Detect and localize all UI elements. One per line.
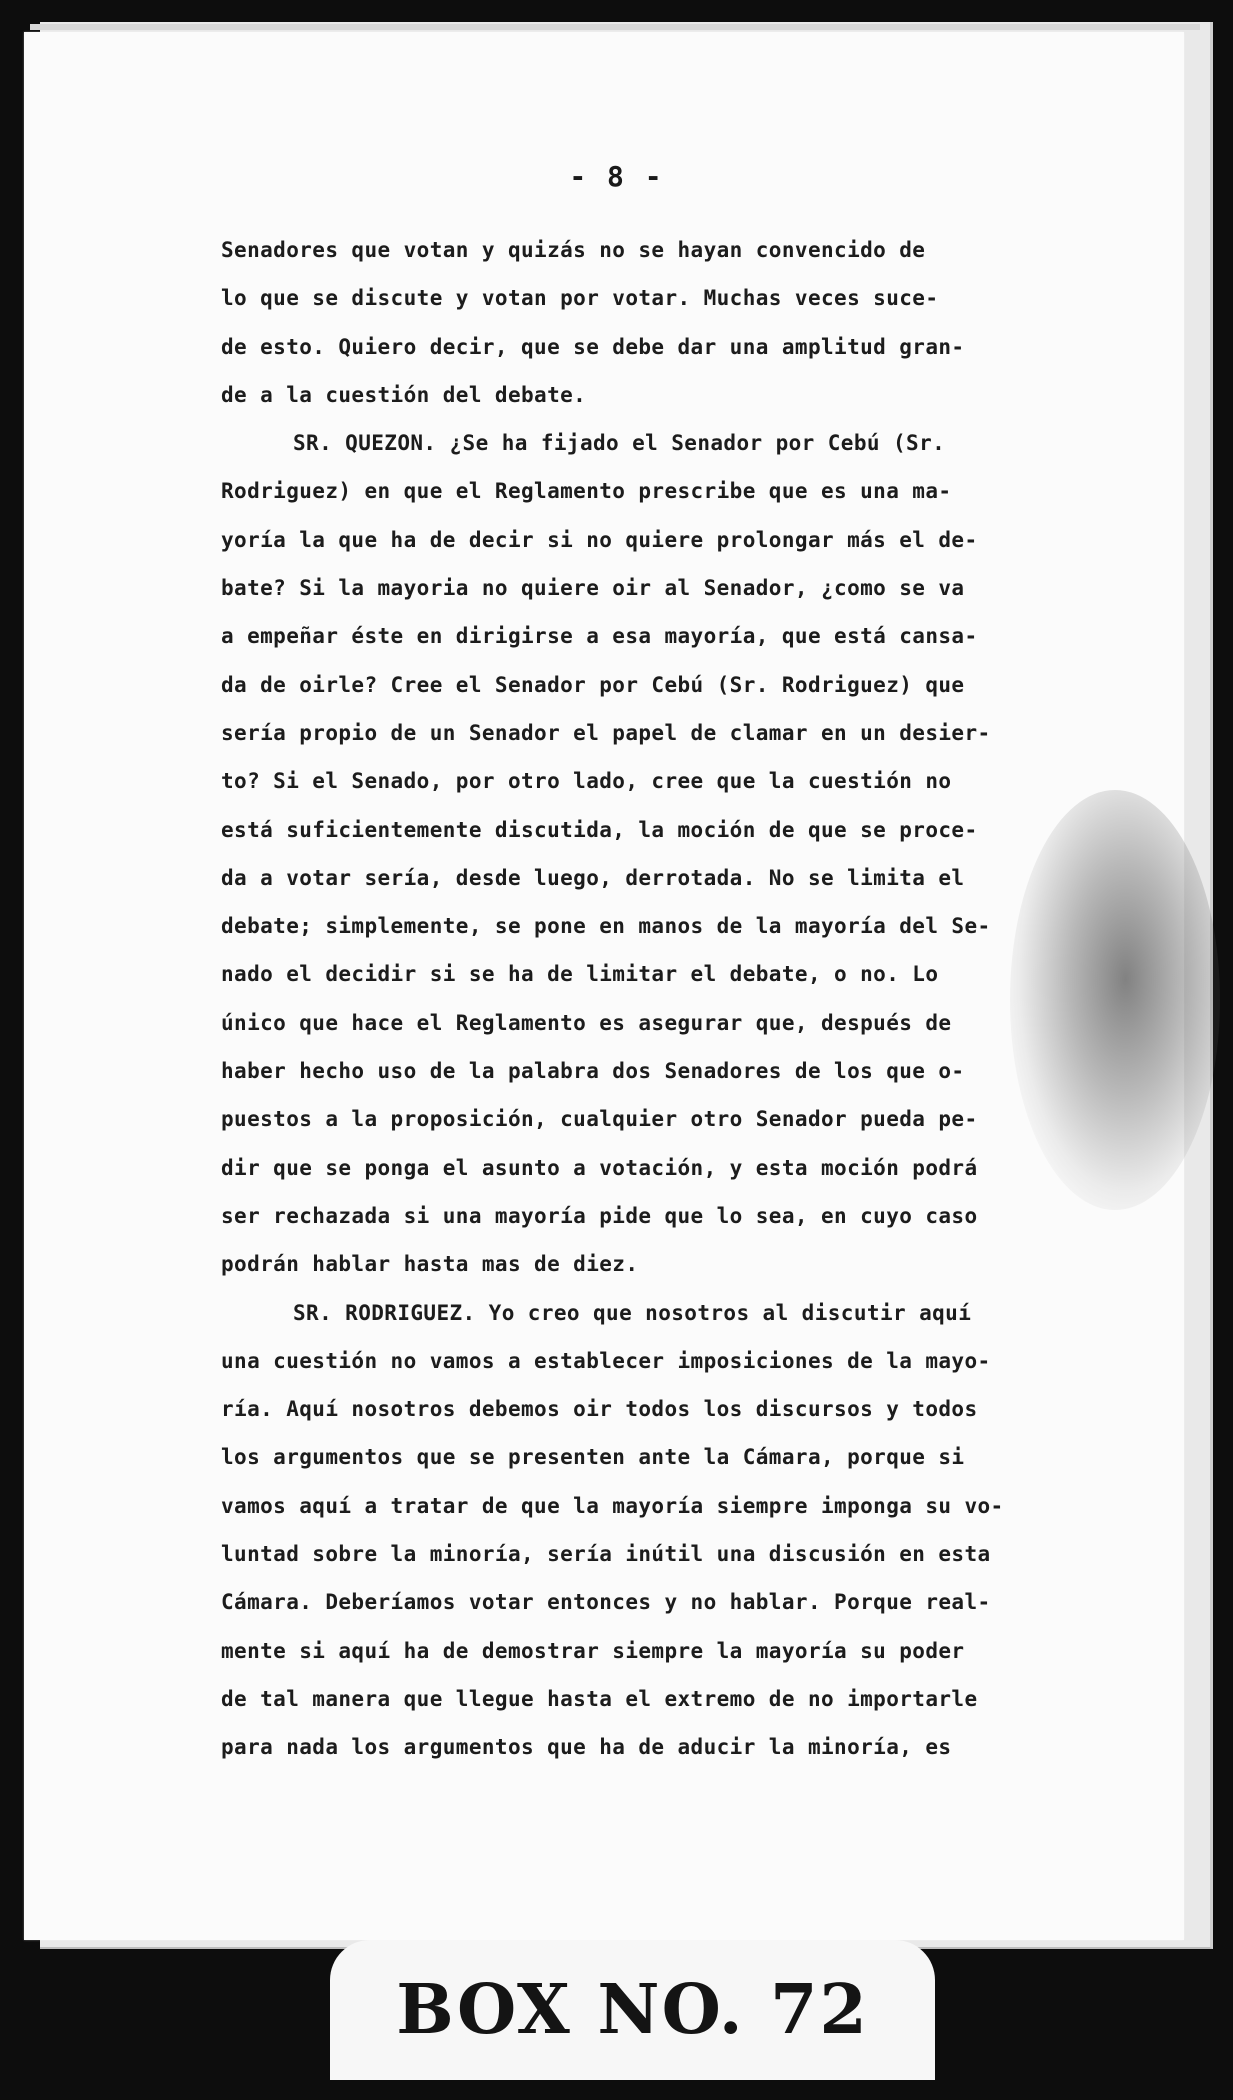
sheet-edge <box>30 24 1200 30</box>
text-line: los argumentos que se presenten ante la Cámara, porque si <box>221 1445 965 1470</box>
text-line: dir que se ponga el asunto a votación, y esta moción podrá <box>221 1155 978 1180</box>
text-line: lo que se discute y votan por votar. Muchas veces suce- <box>221 286 939 311</box>
text-line: to? Si el Senado, por otro lado, cree que la cuestión no <box>221 769 952 794</box>
text-line: bate? Si la mayoria no quiere oir al Senador, ¿como se va <box>221 576 965 601</box>
text-line: único que hace el Reglamento es asegurar que, después de <box>221 1010 952 1035</box>
text-line: nado el decidir si se ha de limitar el debate, o no. Lo <box>221 962 939 987</box>
text-line: ser rechazada si una mayoría pide que lo sea, en cuyo caso <box>221 1203 978 1228</box>
text-line: SR. QUEZON. ¿Se ha fijado el Senador por Cebú (Sr. <box>293 431 946 456</box>
text-line: puestos a la proposición, cualquier otro Senador pueda pe- <box>221 1107 978 1132</box>
text-line: luntad sobre la minoría, sería inútil una discusión en esta <box>221 1542 991 1567</box>
text-line: una cuestión no vamos a establecer imposiciones de la mayo- <box>221 1348 991 1373</box>
text-line: Rodriguez) en que el Reglamento prescribe que es una ma- <box>221 479 952 504</box>
typed-text-block <box>221 226 1101 1772</box>
text-line: yoría la que ha de decir si no quiere prolongar más el de- <box>221 527 978 552</box>
text-line: para nada los argumentos que ha de aducir la minoría, es <box>221 1735 952 1760</box>
text-line: mente si aquí ha de demostrar siempre la mayoría su poder <box>221 1638 965 1663</box>
text-line: de esto. Quiero decir, que se debe dar una amplitud gran- <box>221 334 965 359</box>
text-line: SR. RODRIGUEZ. Yo creo que nosotros al discutir aquí <box>293 1300 972 1325</box>
text-line: da a votar sería, desde luego, derrotada. No se limita el <box>221 865 965 890</box>
text-line: a empeñar éste en dirigirse a esa mayoría, que está cansa- <box>221 624 978 649</box>
text-line: ría. Aquí nosotros debemos oir todos los discursos y todos <box>221 1397 978 1422</box>
text-line: haber hecho uso de la palabra dos Senadores de los que o- <box>221 1059 965 1084</box>
text-line: de tal manera que llegue hasta el extremo de no importarle <box>221 1686 978 1711</box>
text-line: sería propio de un Senador el papel de clamar en un desier- <box>221 720 991 745</box>
text-line: podrán hablar hasta mas de diez. <box>221 1252 639 1277</box>
text-line: debate; simplemente, se pone en manos de la mayoría del Se- <box>221 914 991 939</box>
text-line: vamos aquí a tratar de que la mayoría siempre imponga su vo- <box>221 1493 1004 1518</box>
page-number: - 8 - <box>569 160 664 193</box>
text-line: está suficientemente discutida, la moción de que se proce- <box>221 817 978 842</box>
text-line: de a la cuestión del debate. <box>221 382 587 407</box>
box-label-text: BOX NO. 72 <box>396 1970 869 2050</box>
text-line: Cámara. Deberíamos votar entonces y no hablar. Porque real- <box>221 1590 991 1615</box>
box-label <box>330 1940 935 2080</box>
text-line: Senadores que votan y quizás no se hayan convencido de <box>221 238 926 262</box>
text-line: da de oirle? Cree el Senador por Cebú (Sr. Rodriguez) que <box>221 672 965 697</box>
